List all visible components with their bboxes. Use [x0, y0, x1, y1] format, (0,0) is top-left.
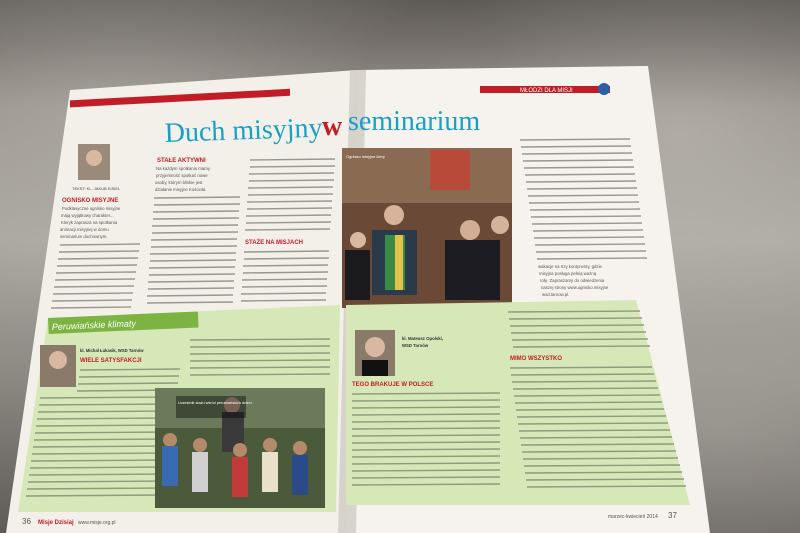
author-face — [86, 150, 102, 166]
footer-month-year: marzec-kwiecień 2014 — [608, 514, 658, 520]
tego-heading: TEGO BRAKUJE W POLSCE — [352, 382, 434, 388]
right-col-line: wakacje na trzy kontynenty, gdzie — [538, 264, 602, 269]
stale-heading: STAŁE AKTYWNI — [157, 158, 206, 164]
bio1-face — [49, 351, 67, 369]
left-col1-line: Kleryk zaprasza na spotkania — [61, 220, 118, 225]
globe-icon — [598, 83, 610, 95]
left-col2-line: Na każdym spotkaniu mamy — [156, 166, 210, 171]
left-col2-line: działanie misyjne Kościoła. — [155, 187, 207, 192]
left-col2-line: osoby, którym bliskie jest — [155, 180, 203, 185]
right-col-line: naszej strony www.ognisko.misyjne — [541, 285, 609, 290]
left-col1-line: seminarium duchownym. — [60, 234, 108, 239]
left-col1-line: Podklasyczne ognisko misyjne — [62, 206, 121, 211]
peru-label: Peruwiańskie klimaty — [51, 318, 137, 332]
title-part3: seminarium — [348, 106, 481, 137]
group-caption-bg — [176, 396, 246, 418]
group-caption: Uczestnik stażu wśród peruwiańskich dzieci — [178, 401, 252, 405]
bio2-collar — [362, 360, 388, 376]
ognisko-heading: OGNISKO MISYJNE — [62, 198, 119, 204]
right-col-line: misyjna posługa pełnią ważną — [539, 271, 597, 276]
bio1-name: kl. Michał Łukasik, WSD Tarnów — [80, 348, 144, 353]
title-part1: Duch misyjny — [164, 112, 324, 149]
wiele-heading: WIELE SATYSFAKCJI — [80, 358, 142, 364]
left-col1-line: animacji misyjnej w domu — [60, 227, 109, 232]
footer-page-left: 36 — [22, 517, 31, 526]
right-col-line: wsd.tarnow.pl. — [542, 292, 570, 297]
footer-page-right: 37 — [668, 511, 677, 520]
left-col2-line: przyjemność spotkać nowe — [156, 173, 208, 178]
footer-url: www.misje.org.pl — [78, 520, 116, 526]
mimo-heading: MIMO WSZYSTKO — [510, 356, 562, 362]
photo-caption: Ognisko misyjne klery — [346, 154, 385, 159]
footer-magazine: Misje Dzisiaj — [38, 520, 74, 526]
author-label: TEKST: KL. JAKUB KISIEL — [72, 186, 121, 191]
bio2-seminary: WSD Tarnów — [402, 343, 429, 348]
bio2-face — [365, 337, 385, 357]
left-col1-line: mają wyjątkowy charakter... — [61, 213, 114, 218]
staze-heading: STAŻE NA MISJACH — [245, 240, 304, 246]
bio2-name: kl. Mateusz Opolski, — [402, 336, 444, 341]
right-col-line: rolę. Zapraszamy do odwiedzenia — [540, 278, 605, 283]
header-section-label: MŁODZI DLA MISJI — [520, 88, 573, 94]
title-part2: w — [322, 111, 343, 142]
seminary-photo — [342, 148, 512, 308]
